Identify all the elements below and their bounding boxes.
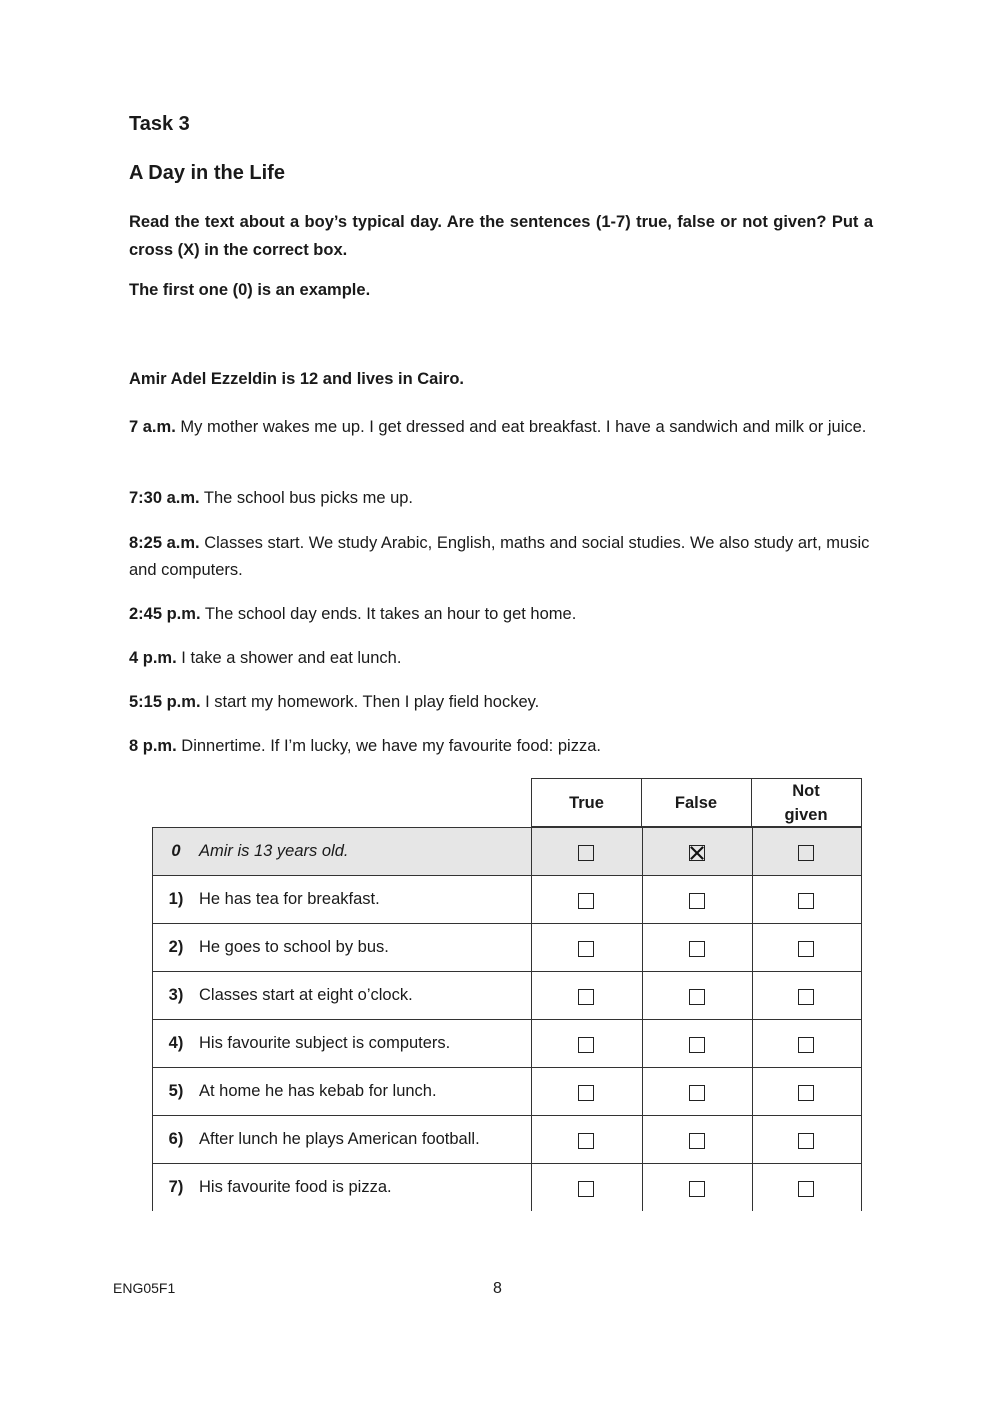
table-row (152, 875, 862, 923)
question-cell (152, 971, 531, 1019)
schedule-entry (129, 485, 873, 512)
table-row (152, 1019, 862, 1067)
question-number: 2) (168, 938, 184, 956)
column-header-true: True (531, 778, 642, 827)
checkbox-true[interactable] (578, 1037, 594, 1053)
checkbox-true[interactable] (578, 1181, 594, 1197)
entry-text: I start my homework. Then I play field hockey. (200, 693, 540, 711)
question-cell (152, 827, 531, 875)
question-cell (152, 875, 531, 923)
question-text: He has tea for breakfast. (199, 890, 380, 908)
checkbox-not-given[interactable] (798, 989, 814, 1005)
checkbox-true[interactable] (578, 989, 594, 1005)
question-text: At home he has kebab for lunch. (199, 1082, 437, 1100)
question-text: Classes start at eight o’clock. (199, 986, 413, 1004)
checkbox-true[interactable] (578, 1133, 594, 1149)
answer-table (152, 778, 862, 1211)
instructions: Read the text about a boy’s typical day. Are the sentences (1-7) true, false or not given? Put a cross (X) in the correct box. (129, 213, 873, 259)
checkbox-false[interactable] (689, 1181, 705, 1197)
table-row (152, 971, 862, 1019)
question-text: After lunch he plays American football. (199, 1130, 480, 1148)
example-note: The first one (0) is an example. (129, 281, 371, 299)
question-number: 4) (168, 1034, 184, 1052)
entry-time: 5:15 p.m. (129, 693, 201, 711)
schedule-entry (129, 689, 873, 716)
checkbox-true[interactable] (578, 1085, 594, 1101)
question-number: 5) (168, 1082, 184, 1100)
checkbox-true[interactable] (578, 845, 594, 861)
question-cell (152, 1115, 531, 1163)
question-number: 6) (168, 1130, 184, 1148)
table-row (152, 1067, 862, 1115)
checkbox-not-given[interactable] (798, 1133, 814, 1149)
schedule-entry (129, 645, 873, 672)
page-title: A Day in the Life (129, 162, 285, 184)
checkbox-false[interactable] (689, 1133, 705, 1149)
checkbox-true[interactable] (578, 941, 594, 957)
table-row (152, 1115, 862, 1163)
entry-time: 8:25 a.m. (129, 534, 200, 552)
schedule-entry (129, 414, 873, 441)
checkbox-false[interactable] (689, 941, 705, 957)
checkbox-not-given[interactable] (798, 941, 814, 957)
entry-text: Dinnertime. If I’m lucky, we have my favourite food: pizza. (176, 737, 601, 755)
document-code: ENG05F1 (113, 1280, 176, 1296)
checkbox-not-given[interactable] (798, 893, 814, 909)
checkbox-not-given[interactable] (798, 1037, 814, 1053)
entry-text: The school bus picks me up. (199, 489, 414, 507)
table-row (152, 1163, 862, 1211)
entry-text: The school day ends. It takes an hour to get home. (200, 605, 577, 623)
question-cell (152, 1019, 531, 1067)
checkbox-true[interactable] (578, 893, 594, 909)
entry-time: 2:45 p.m. (129, 605, 201, 623)
question-text: He goes to school by bus. (199, 938, 389, 956)
cross-icon (690, 846, 704, 860)
entry-text: Classes start. We study Arabic, English, maths and social studies. We also study art, music and computers. (129, 534, 870, 579)
checkbox-false[interactable] (689, 1085, 705, 1101)
column-header-false: False (641, 778, 752, 827)
question-cell (152, 1163, 531, 1211)
table-row (152, 923, 862, 971)
checkbox-false[interactable] (689, 1037, 705, 1053)
question-text: His favourite food is pizza. (199, 1178, 392, 1196)
column-header-not-given: Not given (751, 778, 862, 827)
question-text: His favourite subject is computers. (199, 1034, 451, 1052)
question-number: 1) (168, 890, 184, 908)
question-number: 3) (168, 986, 184, 1004)
checkbox-false-checked[interactable] (689, 845, 705, 861)
schedule-entry (129, 601, 873, 628)
question-cell (152, 1067, 531, 1115)
entry-time: 8 p.m. (129, 737, 177, 755)
entry-text: My mother wakes me up. I get dressed and eat breakfast. I have a sandwich and milk or juice. (175, 418, 867, 436)
checkbox-false[interactable] (689, 893, 705, 909)
entry-time: 4 p.m. (129, 649, 177, 667)
checkbox-not-given[interactable] (798, 845, 814, 861)
question-text: Amir is 13 years old. (199, 842, 349, 860)
checkbox-not-given[interactable] (798, 1085, 814, 1101)
schedule-entry (129, 530, 873, 584)
schedule-entry (129, 733, 873, 760)
intro-sentence: Amir Adel Ezzeldin is 12 and lives in Cairo. (129, 370, 464, 388)
checkbox-not-given[interactable] (798, 1181, 814, 1197)
question-number: 7) (168, 1178, 184, 1196)
question-cell (152, 923, 531, 971)
page-number: 8 (493, 1280, 502, 1297)
entry-text: I take a shower and eat lunch. (176, 649, 402, 667)
checkbox-false[interactable] (689, 989, 705, 1005)
table-row-example (152, 827, 862, 875)
entry-time: 7 a.m. (129, 418, 176, 436)
question-number: 0 (171, 842, 181, 860)
task-number: Task 3 (129, 113, 190, 135)
entry-time: 7:30 a.m. (129, 489, 200, 507)
